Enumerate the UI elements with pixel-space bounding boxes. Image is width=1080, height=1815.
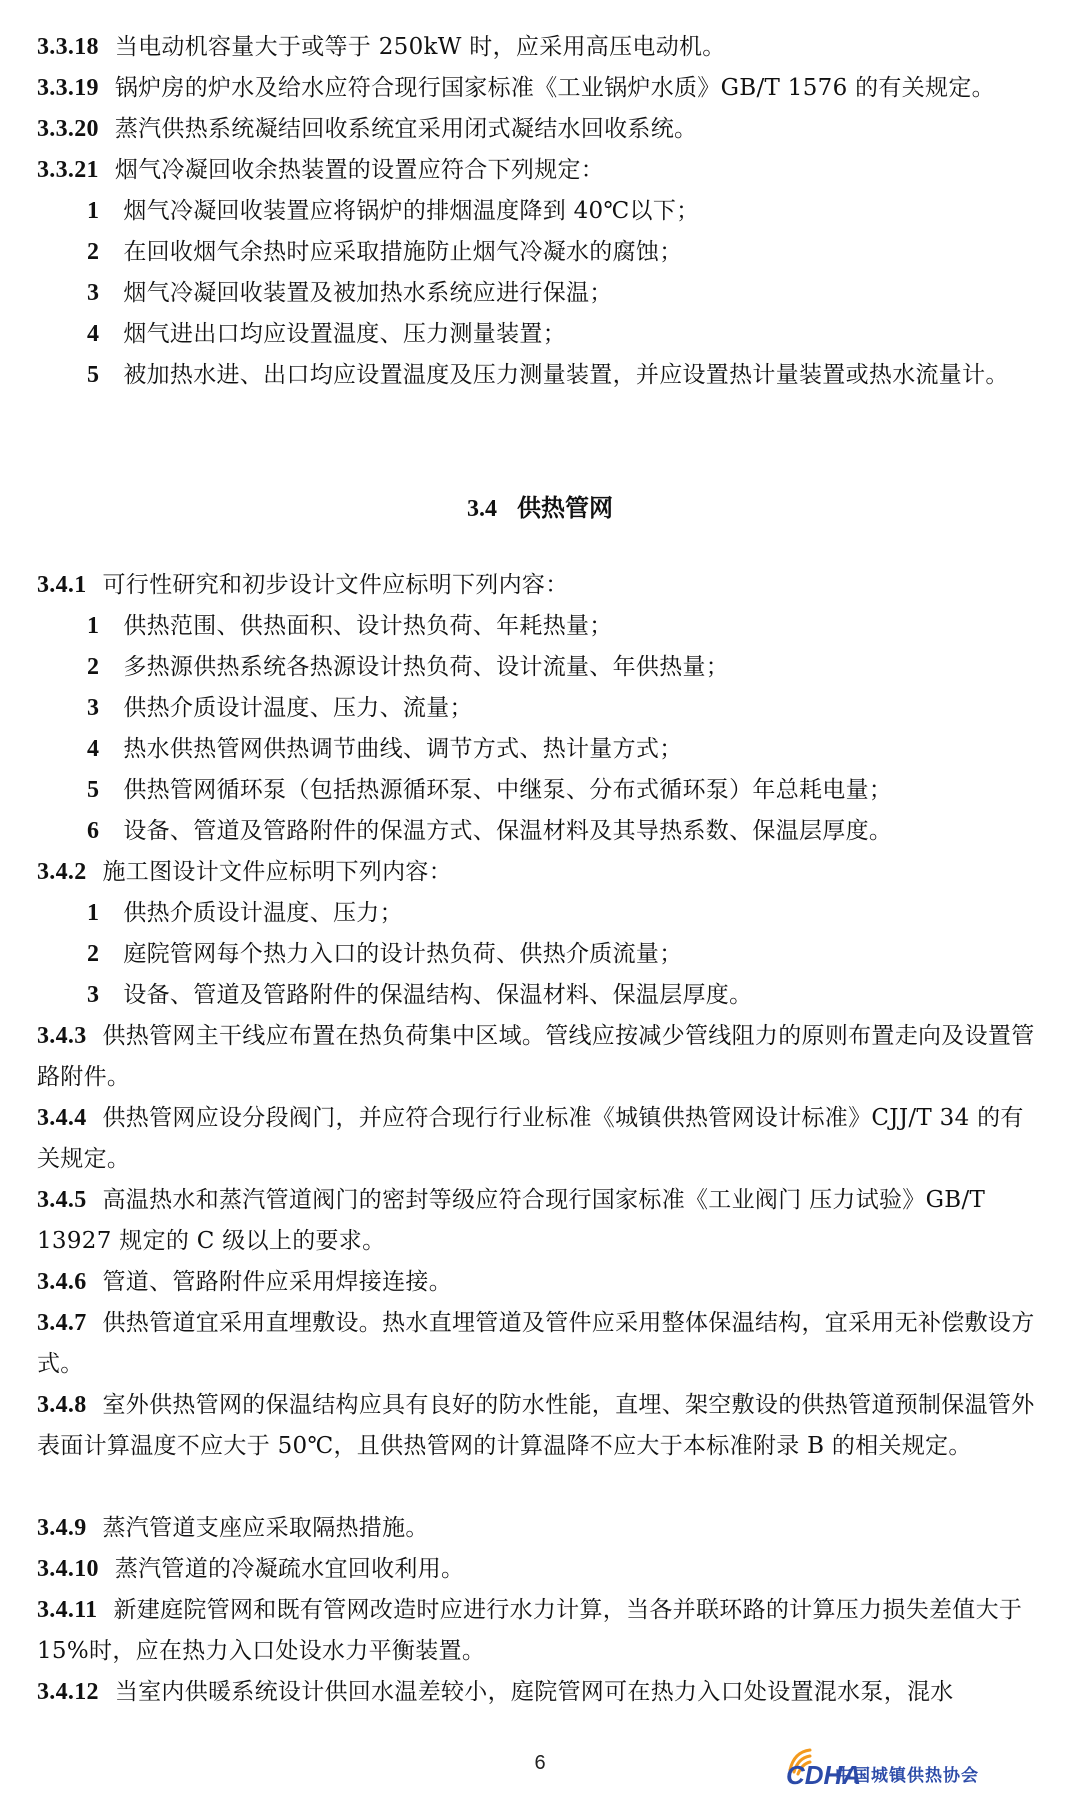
list-item <box>87 893 1043 934</box>
clause-3-4-9 <box>37 1508 1043 1549</box>
item-number: 1 <box>87 198 100 224</box>
item-text: 被加热水进、出口均应设置温度及压力测量装置，并应设置热计量装置或热水流量计。 <box>123 362 1009 388</box>
clause-3-4-12 <box>37 1672 1043 1713</box>
clause-3-4-2 <box>37 852 1043 893</box>
clause-text: 供热管网主干线应布置在热负荷集中区域。管线应按减少管线阻力的原则布置走向及设置管路附件。 <box>37 1023 1035 1090</box>
clause-number: 3.4.2 <box>37 859 87 885</box>
clause-text: 蒸汽管道支座应采取隔热措施。 <box>102 1515 429 1541</box>
clause-3-4-4 <box>37 1098 1043 1180</box>
item-number: 3 <box>87 280 100 306</box>
list-item <box>87 273 1043 314</box>
item-number: 3 <box>87 695 100 721</box>
clause-text: 当室内供暖系统设计供回水温差较小，庭院管网可在热力入口处设置混水泵，混水 <box>114 1679 954 1705</box>
clause-text: 蒸汽供热系统凝结回收系统宜采用闭式凝结水回收系统。 <box>114 116 698 142</box>
list-item <box>37 355 1043 396</box>
list-item <box>87 811 1043 852</box>
clause-number: 3.4.11 <box>37 1597 98 1623</box>
list-item <box>87 314 1043 355</box>
item-text: 烟气冷凝回收装置应将锅炉的排烟温度降到 40℃以下； <box>123 198 700 224</box>
item-number: 2 <box>87 239 100 265</box>
clause-3-4-1 <box>37 565 1043 606</box>
item-number: 2 <box>87 941 100 967</box>
list-item <box>87 770 1043 811</box>
clause-3-4-3 <box>37 1016 1043 1098</box>
item-number: 6 <box>87 818 100 844</box>
clause-number: 3.3.18 <box>37 34 99 60</box>
clause-3-4-10 <box>37 1549 1043 1590</box>
clause-number: 3.4.8 <box>37 1392 87 1418</box>
svg-text:CDHA: CDHA <box>786 1760 862 1790</box>
item-text: 供热介质设计温度、压力、流量； <box>123 695 473 721</box>
clause-text: 供热管网应设分段阀门，并应符合现行行业标准《城镇供热管网设计标准》CJJ/T 34 的有关规定。 <box>37 1105 1024 1172</box>
clause-number: 3.3.19 <box>37 75 99 101</box>
clause-text: 管道、管路附件应采用焊接连接。 <box>102 1269 452 1295</box>
list-item <box>87 934 1043 975</box>
clause-number: 3.4.7 <box>37 1310 87 1336</box>
item-text: 设备、管道及管路附件的保温方式、保温材料及其导热系数、保温层厚度。 <box>123 818 893 844</box>
clause-text: 烟气冷凝回收余热装置的设置应符合下列规定： <box>114 157 605 183</box>
item-number: 3 <box>87 982 100 1008</box>
clause-number: 3.4.1 <box>37 572 87 598</box>
clause-3-4-5 <box>37 1180 1043 1262</box>
item-number: 1 <box>87 900 100 926</box>
clause-3-3-19 <box>37 68 1043 109</box>
clause-number: 3.3.20 <box>37 116 99 142</box>
item-number: 5 <box>87 362 100 388</box>
list-item <box>87 975 1043 1016</box>
clause-number: 3.4.9 <box>37 1515 87 1541</box>
clause-3-4-6 <box>37 1262 1043 1303</box>
clause-text: 室外供热管网的保温结构应具有良好的防水性能，直埋、架空敷设的供热管道预制保温管外表面计算温度不应大于 50℃，且供热管网的计算温降不应大于本标准附录 B 的相关规定。 <box>37 1392 1035 1459</box>
clause-3-3-21 <box>37 150 1043 191</box>
clause-number: 3.4.12 <box>37 1679 99 1705</box>
item-text: 供热范围、供热面积、设计热负荷、年耗热量； <box>123 613 613 639</box>
clause-3-3-18 <box>37 27 1043 68</box>
list-item <box>87 729 1043 770</box>
item-text: 热水供热管网供热调节曲线、调节方式、热计量方式； <box>123 736 683 762</box>
clause-text: 供热管道宜采用直埋敷设。热水直埋管道及管件应采用整体保温结构，宜采用无补偿敷设方式。 <box>37 1310 1035 1377</box>
item-number: 4 <box>87 736 100 762</box>
clause-3-4-8 <box>37 1385 1043 1467</box>
clause-number: 3.4.10 <box>37 1556 99 1582</box>
item-text: 烟气冷凝回收装置及被加热水系统应进行保温； <box>123 280 613 306</box>
clause-text: 蒸汽管道的冷凝疏水宜回收利用。 <box>114 1556 465 1582</box>
section-number: 3.4 <box>467 496 497 522</box>
clause-number: 3.4.4 <box>37 1105 87 1131</box>
clause-number: 3.4.3 <box>37 1023 87 1049</box>
item-text: 供热管网循环泵（包括热源循环泵、中继泵、分布式循环泵）年总耗电量； <box>123 777 893 803</box>
item-text: 烟气进出口均应设置温度、压力测量装置； <box>123 321 567 347</box>
clause-text: 当电动机容量大于或等于 250kW 时，应采用高压电动机。 <box>114 34 726 60</box>
section-title: 供热管网 <box>517 493 613 522</box>
list-item <box>87 688 1043 729</box>
item-text: 庭院管网每个热力入口的设计热负荷、供热介质流量； <box>123 941 683 967</box>
list-item <box>87 647 1043 688</box>
clause-3-4-7 <box>37 1303 1043 1385</box>
item-number: 2 <box>87 654 100 680</box>
clause-number: 3.4.6 <box>37 1269 87 1295</box>
item-number: 4 <box>87 321 100 347</box>
clause-number: 3.3.21 <box>37 157 99 183</box>
clause-number: 3.4.5 <box>37 1187 87 1213</box>
item-text: 多热源供热系统各热源设计热负荷、设计流量、年供热量； <box>123 654 730 680</box>
clause-3-3-20 <box>37 109 1043 150</box>
list-item <box>87 232 1043 273</box>
item-number: 5 <box>87 777 100 803</box>
item-number: 1 <box>87 613 100 639</box>
list-item <box>87 191 1043 232</box>
clause-text: 锅炉房的炉水及给水应符合现行国家标准《工业锅炉水质》GB/T 1576 的有关规定。 <box>114 75 995 101</box>
clause-text: 新建庭院管网和既有管网改造时应进行水力计算，当各并联环路的计算压力损失差值大于 15%时，应在热力入口处设水力平衡装置。 <box>37 1597 1023 1664</box>
clause-text: 可行性研究和初步设计文件应标明下列内容： <box>102 572 569 598</box>
clause-text: 施工图设计文件应标明下列内容： <box>102 859 452 885</box>
item-text: 设备、管道及管路附件的保温结构、保温材料、保温层厚度。 <box>123 982 753 1008</box>
list-item <box>87 606 1043 647</box>
item-text: 供热介质设计温度、压力； <box>123 900 403 926</box>
section-heading <box>0 487 1080 530</box>
clause-text: 高温热水和蒸汽管道阀门的密封等级应符合现行国家标准《工业阀门 压力试验》GB/T 13927 规定的 C 级以上的要求。 <box>37 1187 986 1254</box>
association-name: 中国城镇供热协会 <box>835 1766 979 1786</box>
page-number: 6 <box>534 1752 546 1774</box>
item-text: 在回收烟气余热时应采取措施防止烟气冷凝水的腐蚀； <box>123 239 683 265</box>
clause-3-4-11 <box>37 1590 1043 1672</box>
